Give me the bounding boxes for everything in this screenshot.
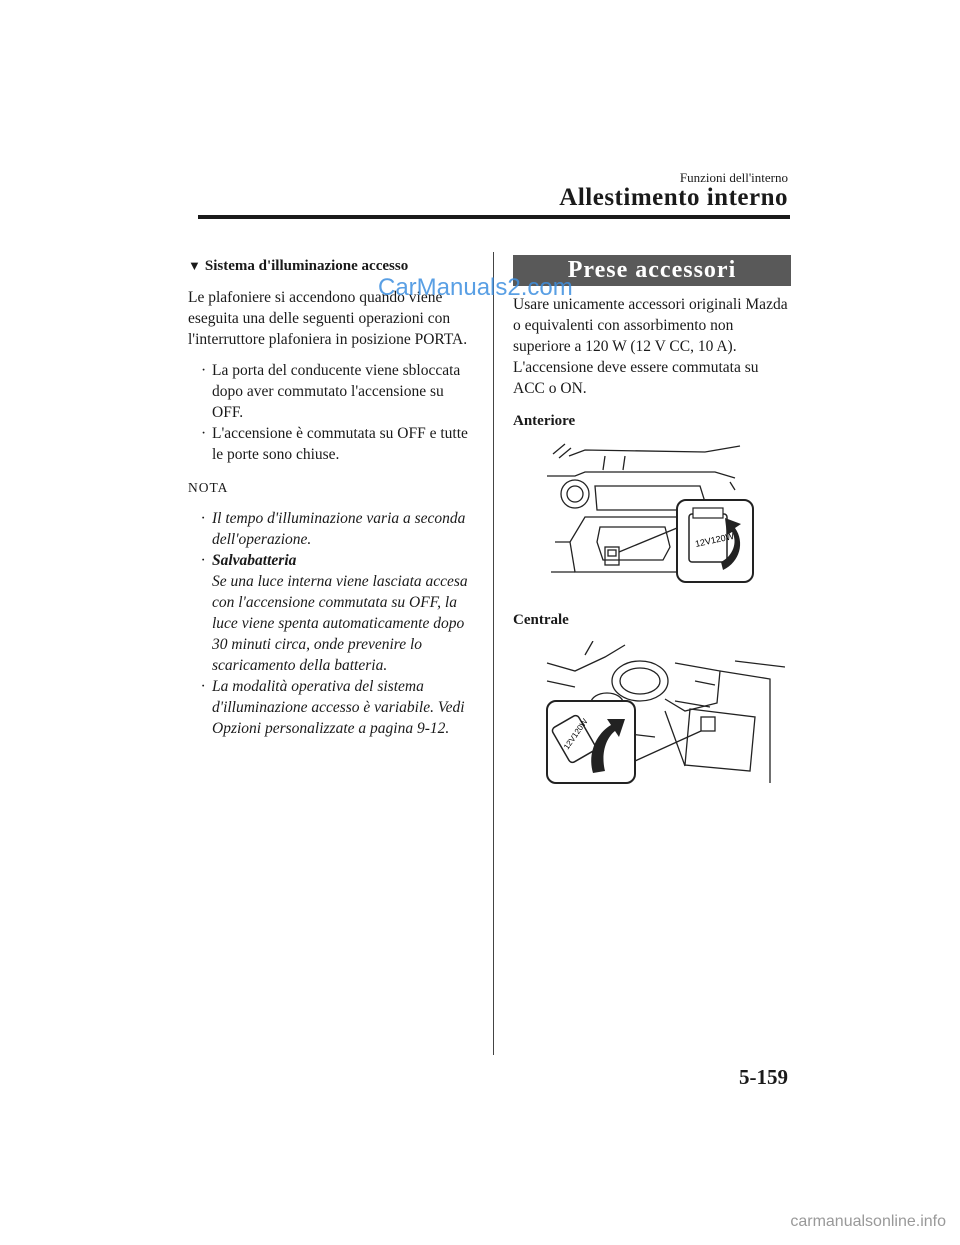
list-item-text: L'accensione è commutata su OFF e tutte le porte sono chiuse. [212, 425, 468, 463]
note-item [188, 676, 478, 739]
note-title: Salvabatteria [212, 552, 297, 569]
header-rule [198, 215, 790, 219]
bullet-dot: · [201, 678, 205, 695]
intro-paragraph: L'accensione deve essere commutata su ACC o ON. [513, 359, 759, 397]
intro-paragraph: Usare unicamente accessori originali Mazda o equivalenti con assorbimento non superiore a 120 W (12 V CC, 10 A). [513, 296, 788, 355]
bullet-dot: · [201, 362, 207, 379]
chapter-title: Funzioni dell'interno [679, 170, 788, 185]
bullet-dot: · [201, 552, 205, 569]
figure-label: Anteriore [513, 413, 576, 429]
note-text: Il tempo d'illuminazione varia a seconda dell'operazione. [212, 510, 466, 548]
footer-watermark: carmanualsonline.info [790, 1213, 946, 1230]
watermark-link[interactable]: CarManuals2.com [378, 274, 573, 301]
column-divider [493, 252, 494, 1055]
note-item [188, 508, 478, 550]
center-socket-drawing [545, 641, 785, 786]
note-item [188, 550, 478, 676]
left-column [188, 255, 478, 739]
bullet-dot: · [201, 425, 207, 442]
intro-paragraph: Le plafoniere si accendono quando viene eseguita una delle seguenti operazioni con l'interruttore plafoniera in posizione PORTA. [188, 289, 468, 348]
down-triangle-icon: ▼ [188, 258, 201, 273]
right-column [513, 255, 791, 792]
subheading-text: Sistema d'illuminazione accesso [204, 258, 409, 274]
note-text: La modalità operativa del sistema d'illuminazione accesso è variabile. Vedi Opzioni personalizzate a pagina 9-12. [212, 678, 465, 737]
note-text: Se una luce interna viene lasciata accesa con l'accensione commutata su OFF, la luce viene spenta automaticamente dopo 30 minuti circa, onde prevenire lo scaricamento della batteria. [212, 573, 468, 674]
page-number: 5-159 [739, 1065, 788, 1089]
note-label: NOTA [188, 480, 229, 495]
section-banner: Prese accessori [513, 255, 791, 286]
list-item-text: La porta del conducente viene sbloccata dopo aver commutato l'accensione su OFF. [212, 362, 461, 421]
section-title: Allestimento interno [559, 184, 788, 211]
socket-rating-label: 12V120W [562, 717, 590, 752]
front-socket-drawing [545, 442, 760, 592]
front-socket-illustration [545, 442, 791, 598]
figure-label: Centrale [513, 612, 569, 628]
list-item [188, 423, 478, 465]
socket-rating-label: 12V120W [694, 530, 735, 549]
bullet-dot: · [201, 510, 205, 527]
list-item [188, 360, 478, 423]
center-socket-illustration [545, 641, 791, 792]
